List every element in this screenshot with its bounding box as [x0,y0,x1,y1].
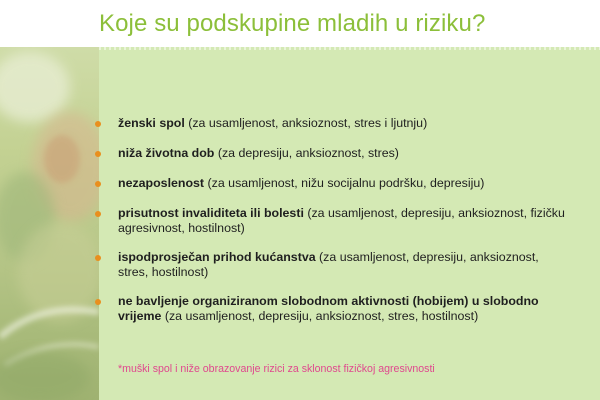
bullet-detail-text: (za usamljenost, nižu socijalnu podršku, depresiju) [204,176,485,190]
blurred-photo-image [0,47,99,400]
bullet-detail-text: (za depresiju, anksioznost, stres) [214,146,399,160]
list-item [118,116,568,131]
decorative-photo [0,47,99,400]
bullet-detail-text: (za usamljenost, anksioznost, stres i ljutnju) [184,116,428,130]
bullet-icon [95,299,101,305]
bullet-bold-text: ne bavljenje organiziranom slobodnom aktivnosti (hobijem) u slobodno vrijeme [118,294,539,323]
footnote: *muški spol i niže obrazovanje rizici za sklonost fizičkoj agresivnosti [118,363,435,375]
list-item [118,146,568,161]
list-item [118,206,568,236]
slide-title: Koje su podskupine mladih u riziku? [99,10,486,37]
bullet-icon [95,211,101,217]
bullet-bold-text: nezaposlenost [118,176,205,190]
list-item [118,176,568,191]
bullet-detail-text: (za usamljenost, depresiju, anksioznost, stres, hostilnost) [118,250,539,279]
list-item [118,250,568,280]
bullet-detail-text: (za usamljenost, depresiju, anksioznost, fizičku agresivnost, hostilnost) [118,206,565,235]
list-item [118,294,568,324]
bullet-bold-text: ženski spol [118,116,185,130]
bullet-icon [95,121,101,127]
bullet-bold-text: niža životna dob [118,146,215,160]
bullet-detail-text: (za usamljenost, depresiju, anksioznost, stres, hostilnost) [161,309,479,323]
bullet-bold-text: ispodprosječan prihod kućanstva [118,250,316,264]
bullet-icon [95,255,101,261]
bullet-icon [95,151,101,157]
bullet-icon [95,181,101,187]
risk-groups-list [118,116,568,338]
bullet-bold-text: prisutnost invaliditeta ili bolesti [118,206,304,220]
